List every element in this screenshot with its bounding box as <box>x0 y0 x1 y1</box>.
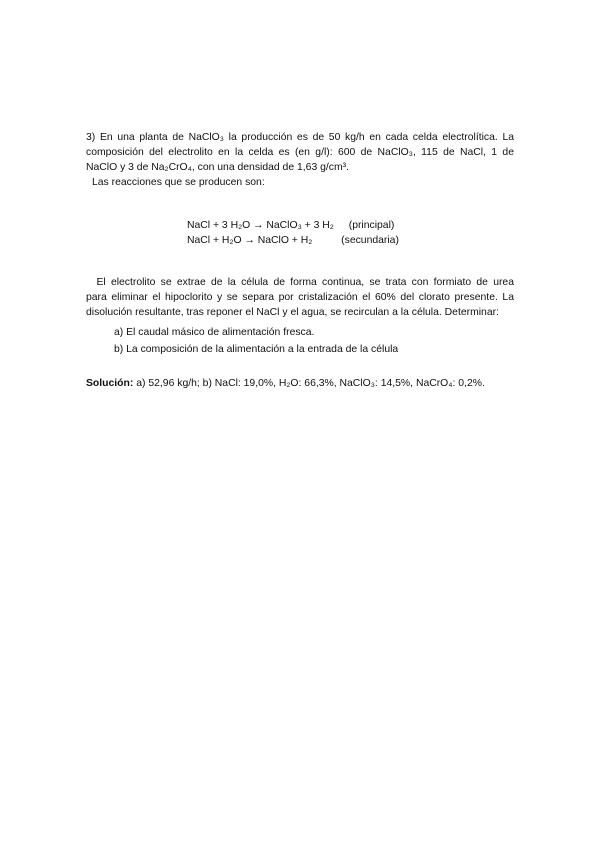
problem-number: 3) <box>86 132 96 143</box>
process-description <box>86 275 514 320</box>
process-line-1: El electrolito se extrae de la célula de forma continua, se trata con formiato de urea <box>96 277 514 288</box>
reaction-label: (principal) <box>348 220 395 231</box>
questions-list <box>114 324 398 358</box>
problem-line-2: composición del electrolito en la celda es (en g/l): 600 de NaClO₃, 115 de NaCl, 1 de <box>86 147 514 158</box>
process-line-2: para eliminar el hipoclorito y se separa por cristalización el 60% del clorato presente. La <box>86 292 514 303</box>
reaction-equation: NaCl + 3 H₂O → NaClO₃ + 3 H₂ <box>187 220 334 231</box>
reaction-row <box>187 233 399 248</box>
solution-line <box>86 376 485 391</box>
solution-label: Solución: <box>86 378 134 389</box>
question-item-a: a) El caudal másico de alimentación fresca. <box>114 327 315 338</box>
reaction-equation: NaCl + H₂O → NaClO + H₂ <box>187 235 313 246</box>
problem-statement <box>86 130 514 175</box>
reactions-intro: Las reacciones que se producen son: <box>92 177 265 188</box>
reaction-row <box>187 218 399 233</box>
solution-text: a) 52,96 kg/h; b) NaCl: 19,0%, H₂O: 66,3%, NaClO₃: 14,5%, NaCrO₄: 0,2%. <box>136 378 485 389</box>
reactions-block <box>187 218 399 248</box>
question-item-b: b) La composición de la alimentación a la entrada de la célula <box>114 344 399 355</box>
reaction-label: (secundaria) <box>341 235 399 246</box>
problem-line-3: NaClO y 3 de Na₂CrO₄, con una densidad de 1,63 g/cm³. <box>86 162 349 173</box>
problem-line-1: 3) En una planta de NaClO₃ la producción es de 50 kg/h en cada celda electrolítica. La <box>86 132 515 143</box>
process-line-3: disolución resultante, tras reponer el NaCl y el agua, se recirculan a la célula. Determinar: <box>86 307 499 318</box>
